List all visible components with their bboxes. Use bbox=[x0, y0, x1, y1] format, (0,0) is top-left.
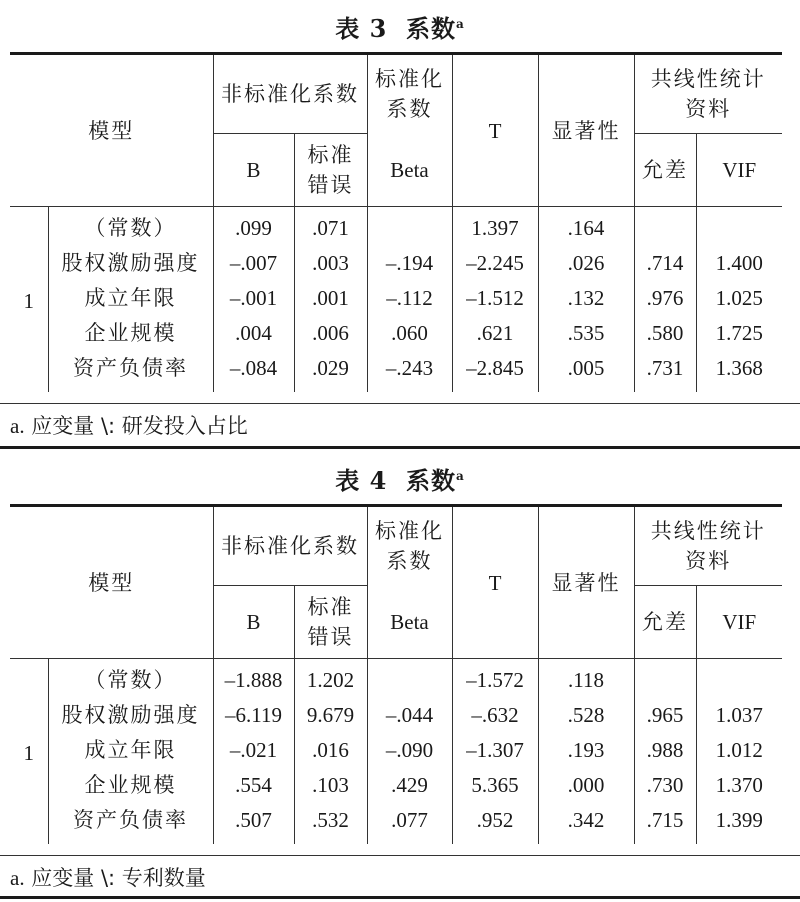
footnote-text: 应变量 \: 专利数量 bbox=[31, 866, 206, 890]
row-label: （常数） bbox=[48, 207, 213, 247]
table-row bbox=[10, 803, 782, 844]
row-label: 资产负债率 bbox=[48, 803, 213, 844]
header-unstandardized: 非标准化系数 bbox=[213, 506, 367, 586]
header-model: 模型 bbox=[10, 54, 213, 207]
coefficient-table bbox=[10, 504, 782, 844]
table-number: 表 4 bbox=[335, 466, 388, 495]
header-standardized bbox=[367, 54, 452, 134]
table-title bbox=[0, 456, 800, 496]
cell-b: –.084 bbox=[213, 351, 294, 392]
header-t: T bbox=[452, 54, 538, 207]
cell-tolerance: .715 bbox=[634, 803, 696, 844]
cell-beta: .429 bbox=[367, 768, 452, 803]
coefficient-table bbox=[10, 52, 782, 392]
cell-vif: 1.037 bbox=[696, 698, 782, 733]
cell-sig: .535 bbox=[538, 316, 634, 351]
cell-b: –6.119 bbox=[213, 698, 294, 733]
cell-t: –2.245 bbox=[452, 246, 538, 281]
cell-vif: 1.370 bbox=[696, 768, 782, 803]
cell-vif: 1.725 bbox=[696, 316, 782, 351]
table-title bbox=[0, 4, 800, 44]
table-footnote-marker: a bbox=[456, 17, 465, 31]
cell-tolerance: .976 bbox=[634, 281, 696, 316]
cell-t: –.632 bbox=[452, 698, 538, 733]
header-b: B bbox=[213, 586, 294, 659]
header-collinearity-line1: 共线性统计 bbox=[650, 67, 766, 91]
header-std-error bbox=[294, 586, 367, 659]
cell-beta: –.044 bbox=[367, 698, 452, 733]
cell-sig: .005 bbox=[538, 351, 634, 392]
cell-beta: –.090 bbox=[367, 733, 452, 768]
cell-se: 9.679 bbox=[294, 698, 367, 733]
header-std-error-line2: 错误 bbox=[307, 173, 354, 197]
row-label: 股权激励强度 bbox=[48, 246, 213, 281]
cell-sig: .026 bbox=[538, 246, 634, 281]
header-standardized bbox=[367, 506, 452, 586]
table-row bbox=[10, 246, 782, 281]
cell-vif bbox=[696, 659, 782, 699]
cell-se: .003 bbox=[294, 246, 367, 281]
header-tolerance: 允差 bbox=[634, 586, 696, 659]
cell-tolerance: .714 bbox=[634, 246, 696, 281]
cell-se: .103 bbox=[294, 768, 367, 803]
cell-tolerance: .965 bbox=[634, 698, 696, 733]
table-footnote bbox=[0, 855, 800, 895]
header-std-error-line1: 标准 bbox=[307, 595, 354, 619]
header-collinearity bbox=[634, 506, 782, 586]
cell-sig: .000 bbox=[538, 768, 634, 803]
cell-b: –1.888 bbox=[213, 659, 294, 699]
footnote-prefix: a. bbox=[10, 414, 25, 438]
table-row bbox=[10, 733, 782, 768]
cell-se: .071 bbox=[294, 207, 367, 247]
header-beta: Beta bbox=[367, 134, 452, 207]
cell-t: .952 bbox=[452, 803, 538, 844]
header-collinearity-line1: 共线性统计 bbox=[650, 519, 766, 543]
table-row bbox=[10, 207, 782, 247]
cell-vif bbox=[696, 207, 782, 247]
cell-beta: .060 bbox=[367, 316, 452, 351]
footnote-text: 应变量 \: 研发投入占比 bbox=[31, 414, 248, 438]
table-footnote-marker: a bbox=[456, 469, 465, 483]
header-collinearity bbox=[634, 54, 782, 134]
cell-tolerance: .730 bbox=[634, 768, 696, 803]
row-label: 企业规模 bbox=[48, 768, 213, 803]
cell-tolerance: .988 bbox=[634, 733, 696, 768]
table-row bbox=[10, 768, 782, 803]
row-label: 资产负债率 bbox=[48, 351, 213, 392]
table-row bbox=[10, 659, 782, 699]
header-b: B bbox=[213, 134, 294, 207]
cell-t: 1.397 bbox=[452, 207, 538, 247]
cell-tolerance bbox=[634, 659, 696, 699]
header-unstandardized: 非标准化系数 bbox=[213, 54, 367, 134]
header-std-error bbox=[294, 134, 367, 207]
cell-tolerance: .731 bbox=[634, 351, 696, 392]
cell-beta: .077 bbox=[367, 803, 452, 844]
cell-beta: –.243 bbox=[367, 351, 452, 392]
header-standardized-line2: 系数 bbox=[386, 97, 433, 122]
cell-sig: .164 bbox=[538, 207, 634, 247]
header-t: T bbox=[452, 506, 538, 659]
cell-vif: 1.368 bbox=[696, 351, 782, 392]
table-footnote bbox=[0, 403, 800, 443]
table-row bbox=[10, 316, 782, 351]
header-significance: 显著性 bbox=[538, 506, 634, 659]
cell-tolerance bbox=[634, 207, 696, 247]
cell-b: .004 bbox=[213, 316, 294, 351]
cell-beta: –.194 bbox=[367, 246, 452, 281]
cell-se: 1.202 bbox=[294, 659, 367, 699]
cell-b: –.001 bbox=[213, 281, 294, 316]
cell-b: .099 bbox=[213, 207, 294, 247]
cell-se: .001 bbox=[294, 281, 367, 316]
header-row-1 bbox=[10, 506, 782, 586]
table-row bbox=[10, 698, 782, 733]
cell-t: –1.307 bbox=[452, 733, 538, 768]
cell-t: –2.845 bbox=[452, 351, 538, 392]
row-label: 成立年限 bbox=[48, 733, 213, 768]
cell-b: .554 bbox=[213, 768, 294, 803]
header-standardized-line2: 系数 bbox=[386, 549, 433, 574]
cell-b: .507 bbox=[213, 803, 294, 844]
cell-vif: 1.400 bbox=[696, 246, 782, 281]
cell-t: 5.365 bbox=[452, 768, 538, 803]
cell-beta bbox=[367, 207, 452, 247]
cell-t: –1.572 bbox=[452, 659, 538, 699]
header-standardized-line1: 标准化 bbox=[375, 519, 444, 544]
table-name: 系数 bbox=[406, 466, 456, 495]
cell-sig: .193 bbox=[538, 733, 634, 768]
header-row-1 bbox=[10, 54, 782, 134]
header-standardized-line1: 标准化 bbox=[375, 67, 444, 92]
header-model: 模型 bbox=[10, 506, 213, 659]
row-label: 企业规模 bbox=[48, 316, 213, 351]
row-label: 股权激励强度 bbox=[48, 698, 213, 733]
cell-se: .029 bbox=[294, 351, 367, 392]
cell-se: .016 bbox=[294, 733, 367, 768]
cell-sig: .118 bbox=[538, 659, 634, 699]
cell-beta bbox=[367, 659, 452, 699]
header-std-error-line1: 标准 bbox=[307, 143, 354, 167]
header-vif: VIF bbox=[696, 586, 782, 659]
cell-tolerance: .580 bbox=[634, 316, 696, 351]
cell-b: –.021 bbox=[213, 733, 294, 768]
table-row bbox=[10, 281, 782, 316]
cell-se: .532 bbox=[294, 803, 367, 844]
table-name: 系数 bbox=[406, 14, 456, 43]
table-bottom-rule bbox=[0, 896, 800, 899]
row-label: 成立年限 bbox=[48, 281, 213, 316]
table-number: 表 3 bbox=[335, 14, 388, 43]
model-number: 1 bbox=[10, 659, 48, 845]
header-collinearity-line2: 资料 bbox=[685, 549, 732, 573]
header-significance: 显著性 bbox=[538, 54, 634, 207]
table-row bbox=[10, 351, 782, 392]
table-bottom-rule bbox=[0, 446, 800, 449]
cell-sig: .342 bbox=[538, 803, 634, 844]
cell-t: .621 bbox=[452, 316, 538, 351]
header-vif: VIF bbox=[696, 134, 782, 207]
cell-vif: 1.025 bbox=[696, 281, 782, 316]
model-number: 1 bbox=[10, 207, 48, 393]
footnote-prefix: a. bbox=[10, 866, 25, 890]
header-collinearity-line2: 资料 bbox=[685, 97, 732, 121]
row-label: （常数） bbox=[48, 659, 213, 699]
cell-vif: 1.012 bbox=[696, 733, 782, 768]
cell-sig: .528 bbox=[538, 698, 634, 733]
cell-beta: –.112 bbox=[367, 281, 452, 316]
cell-vif: 1.399 bbox=[696, 803, 782, 844]
cell-b: –.007 bbox=[213, 246, 294, 281]
cell-se: .006 bbox=[294, 316, 367, 351]
header-std-error-line2: 错误 bbox=[307, 625, 354, 649]
header-tolerance: 允差 bbox=[634, 134, 696, 207]
cell-sig: .132 bbox=[538, 281, 634, 316]
cell-t: –1.512 bbox=[452, 281, 538, 316]
header-beta: Beta bbox=[367, 586, 452, 659]
